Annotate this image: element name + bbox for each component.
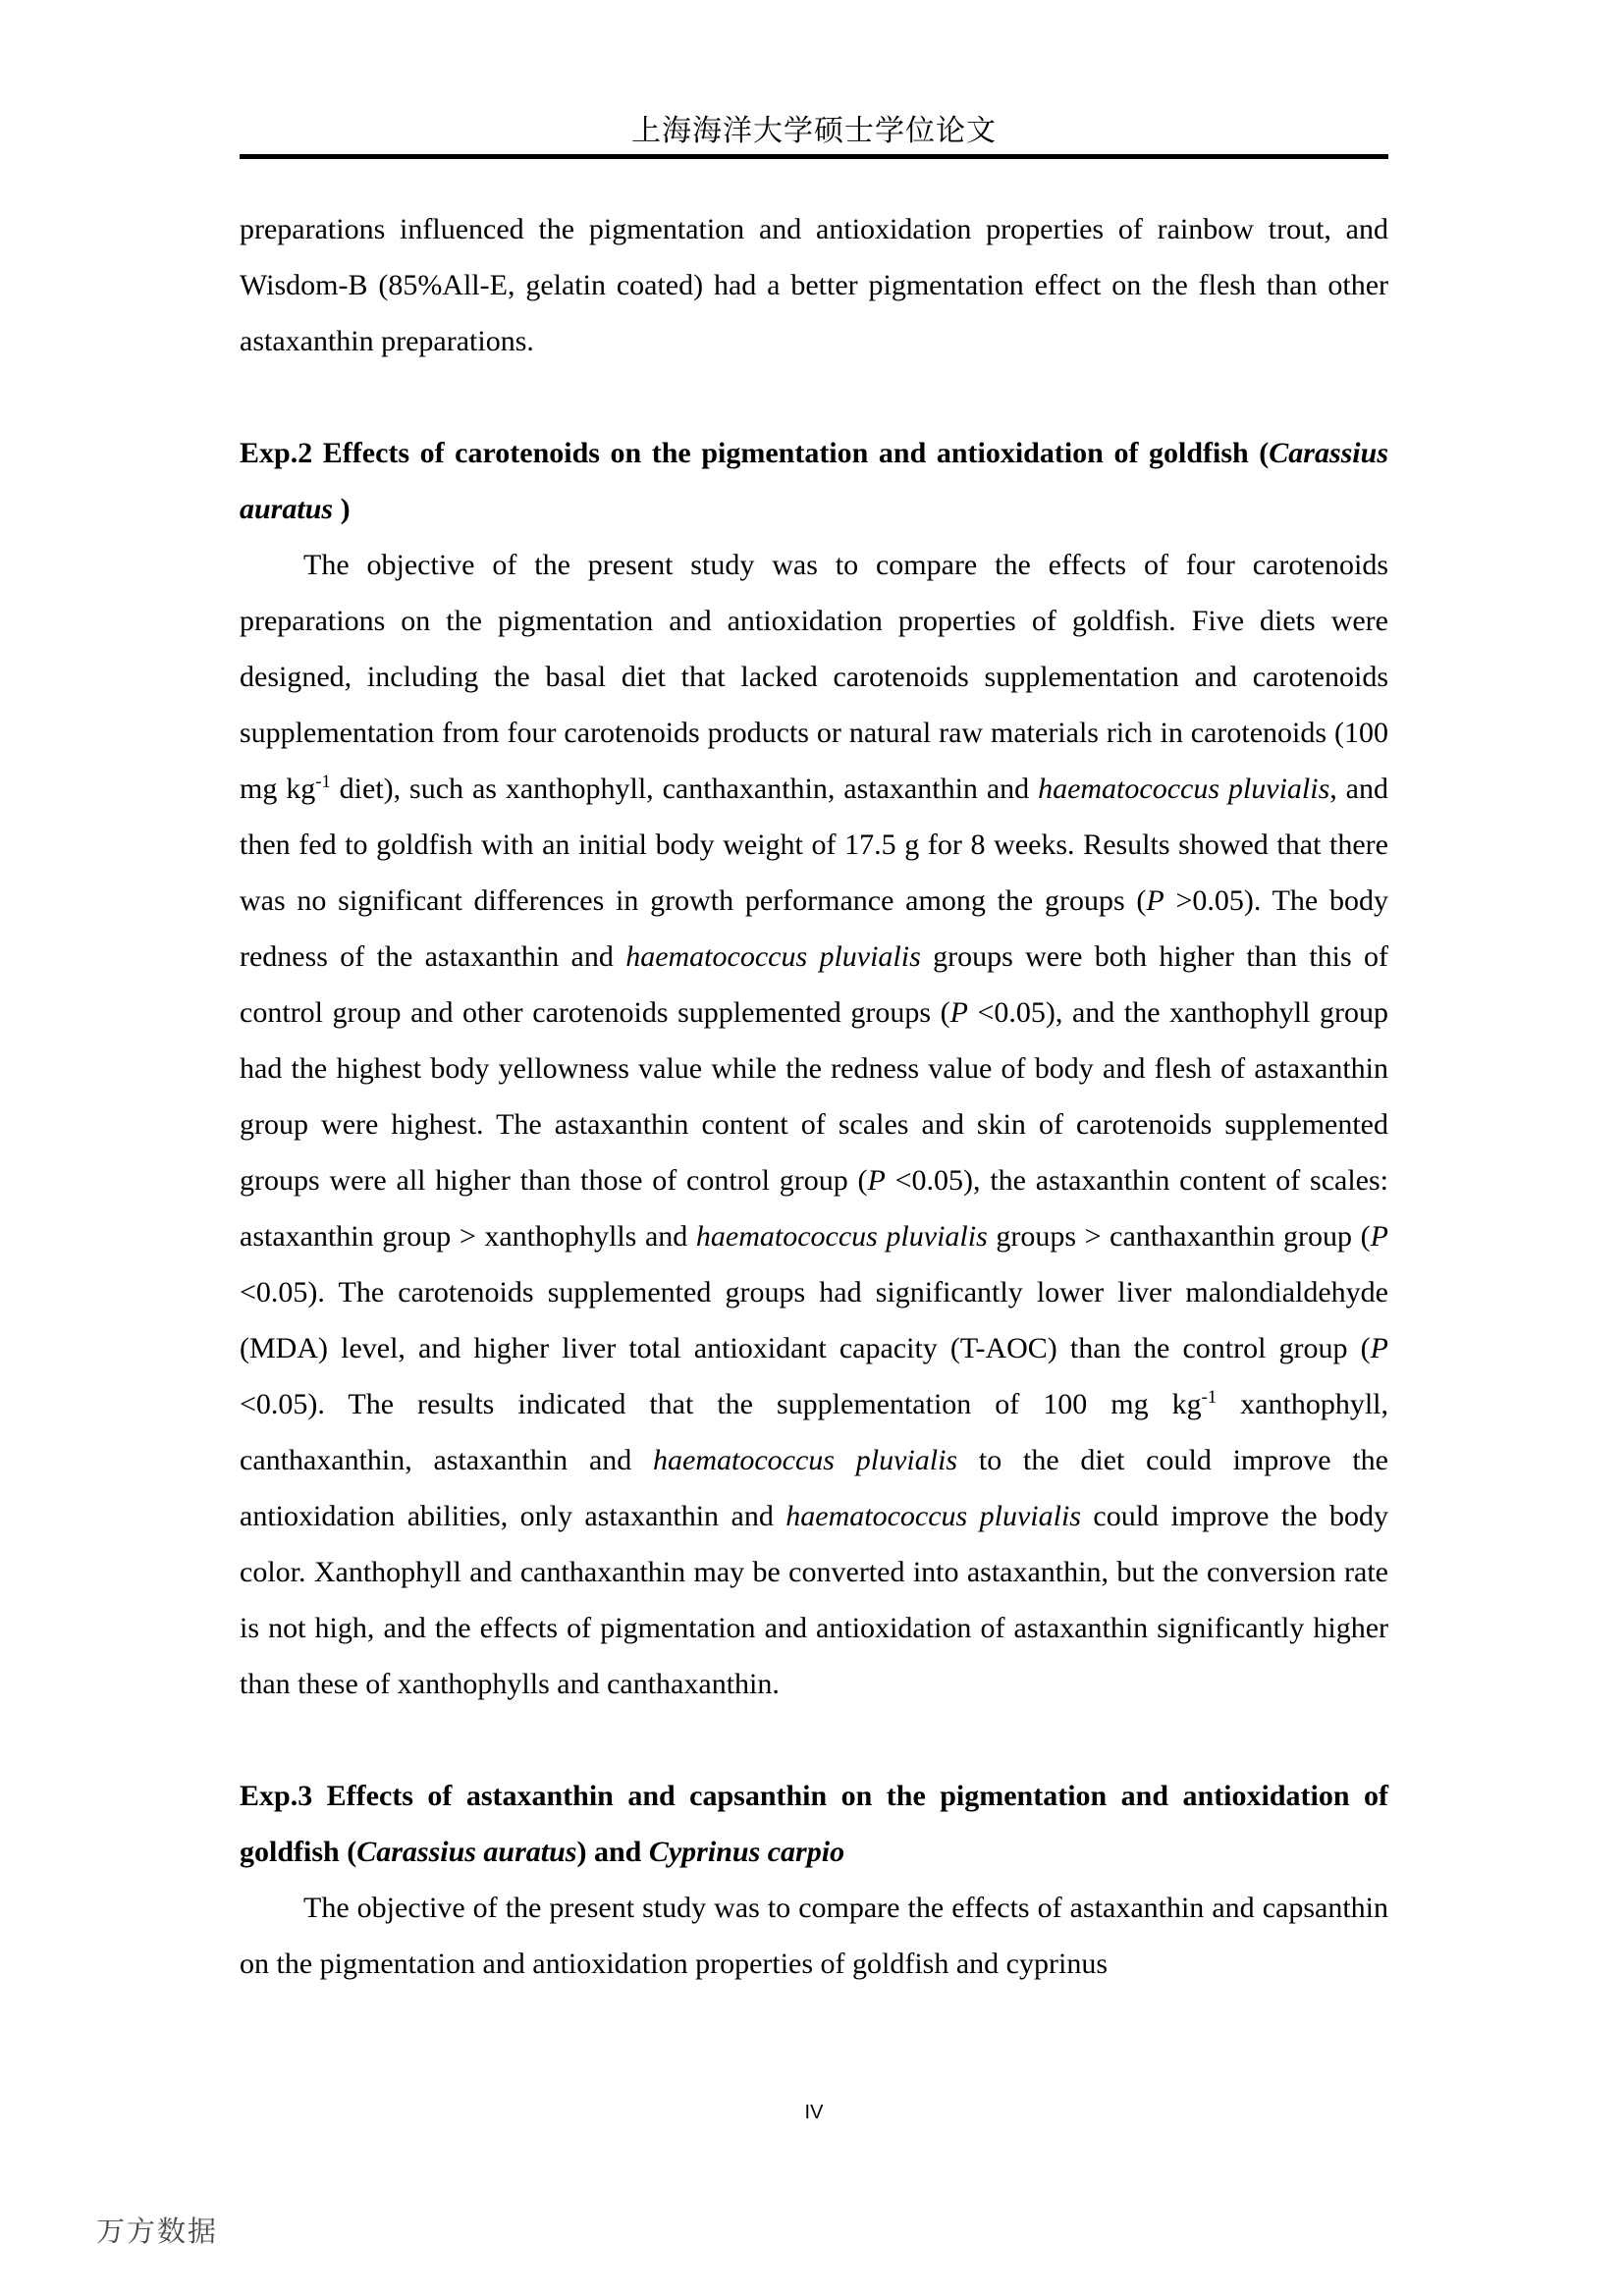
- paragraph-exp1-continuation: preparations influenced the pigmentation and antioxidation properties of rainbow trout, and Wisdom-B (85%All-E, gelatin coated) had a better pigmentation effect on the flesh than other astaxanthin preparations.: [240, 213, 1388, 357]
- page-number: IV: [804, 2102, 824, 2123]
- paragraph-exp3-abstract: The objective of the present study was to compare the effects of astaxanthin and capsanthin on the pigmentation and antioxidation properties of goldfish and cyprinus: [240, 1892, 1388, 1980]
- watermark-wanfang: 万方数据: [96, 2216, 219, 2248]
- page-header-title: 上海海洋大学硕士学位论文: [631, 115, 997, 147]
- heading-exp2: Exp.2 Effects of carotenoids on the pigmentation and antioxidation of goldfish (Carassius auratus ): [240, 437, 1388, 525]
- abstract-content: [240, 201, 1388, 1992]
- header-rule: [240, 154, 1388, 159]
- paragraph-exp2-abstract: The objective of the present study was to compare the effects of four carotenoids preparations on the pigmentation and antioxidation properties of goldfish. Five diets were designed, including the basal diet that lacked carotenoids supplementation and carotenoids supplementation from four carotenoids products or natural raw materials rich in carotenoids (100 mg $kg^{-1}$ diet), such as xanthophyll, canthaxanthin, astaxanthin and haematococcus pluvialis, and then fed to goldfish with an initial body weight of 17.5 g for 8 weeks. Results showed that there was no significant differences in growth performance among the groups (P >0.05). The body redness of the astaxanthin and haematococcus pluvialis groups were both higher than this of control group and other carotenoids supplemented groups (P <0.05), and the xanthophyll group had the highest body yellowness value while the redness value of body and flesh of astaxanthin group were highest. The astaxanthin content of scales and skin of carotenoids supplemented groups were all higher than those of control group (P <0.05), the astaxanthin content of scales: astaxanthin group > xanthophylls and haematococcus pluvialis groups > canthaxanthin group (P <0.05). The carotenoids supplemented groups had significantly lower liver malondialdehyde (MDA) level, and higher liver total antioxidant capacity (T-AOC) than the control group (P <0.05). The results indicated that the supplementation of 100 mg $kg^{-1}$ xanthophyll, canthaxanthin, astaxanthin and haematococcus pluvialis to the diet could improve the antioxidation abilities, only astaxanthin and haematococcus pluvialis could improve the body color. Xanthophyll and canthaxanthin may be converted into astaxanthin, but the conversion rate is not high, and the effects of pigmentation and antioxidation of astaxanthin significantly higher than these of xanthophylls and canthaxanthin.: [240, 549, 1389, 1700]
- heading-exp3: Exp.3 Effects of astaxanthin and capsanthin on the pigmentation and antioxidation of goldfish (Carassius auratus) and Cyprinus carpio: [240, 1780, 1388, 1868]
